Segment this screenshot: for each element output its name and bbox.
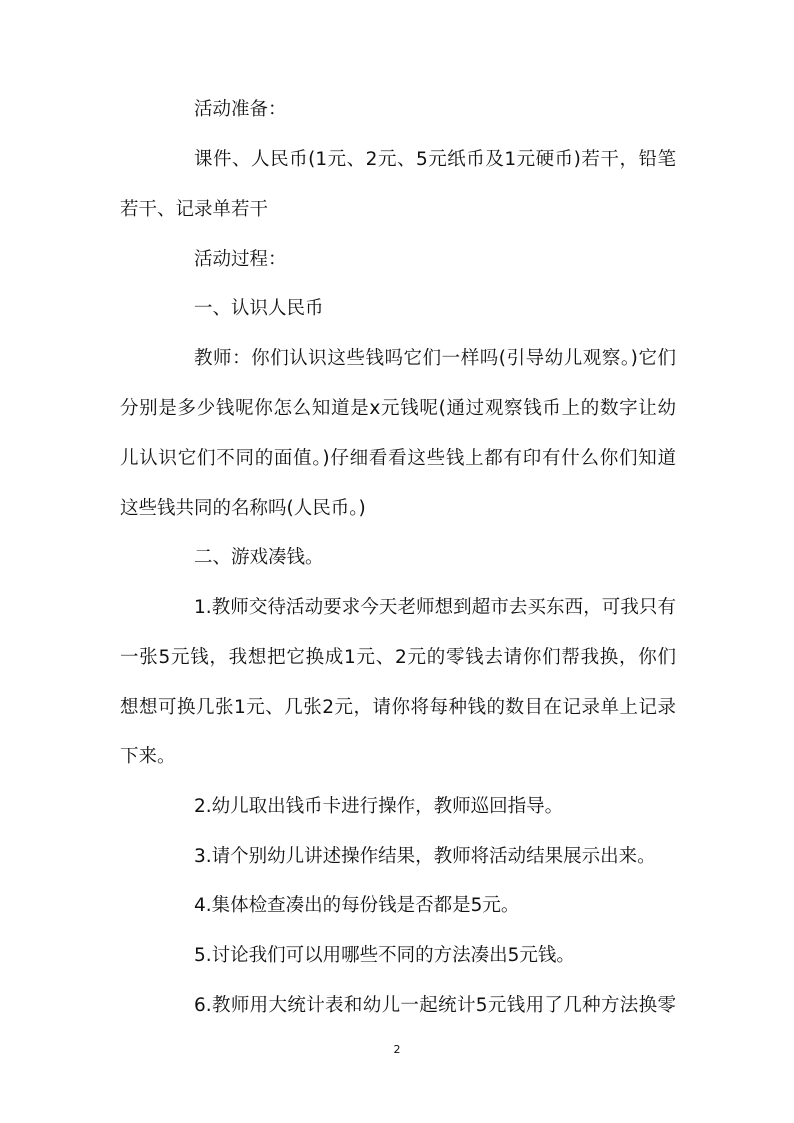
list-item-5: 5.讨论我们可以用哪些不同的方法凑出5元钱。: [194, 945, 575, 966]
paragraph-line: 分别是多少钱呢你怎么知道是x元钱呢(通过观察钱币上的数字让幼: [120, 398, 676, 419]
list-item-6: 6.教师用大统计表和幼儿一起统计5元钱用了几种方法换零: [194, 995, 676, 1016]
paragraph-line: 若干、记录单若干: [120, 199, 269, 220]
paragraph-line: 课件、人民币(1元、2元、5元纸币及1元硬币)若干，铅笔: [194, 149, 676, 170]
paragraph-line: 儿认识它们不同的面值。)仔细看看这些钱上都有印有什么你们知道: [120, 448, 676, 469]
paragraph-line: 想想可换几张1元、几张2元，请你将每种钱的数目在记录单上记录: [120, 697, 676, 718]
paragraph-line: 这些钱共同的名称吗(人民币。): [120, 498, 366, 519]
paragraph-line: 下来。: [120, 746, 176, 767]
section-heading-money-game: 二、游戏凑钱。: [194, 547, 324, 568]
paragraph-line: 一张5元钱，我想把它换成1元、2元的零钱去请你们帮我换，你们: [120, 647, 676, 668]
section-heading-recognize-rmb: 一、认识人民币: [194, 298, 324, 319]
list-item-2: 2.幼儿取出钱币卡进行操作，教师巡回指导。: [194, 796, 564, 817]
heading-activity-preparation: 活动准备：: [194, 99, 287, 120]
list-item-3: 3.请个别幼儿讲述操作结果，教师将活动结果展示出来。: [194, 846, 656, 867]
page-number: 2: [393, 1043, 401, 1056]
paragraph-line: 教师：你们认识这些钱吗它们一样吗(引导幼儿观察。)它们: [194, 348, 676, 369]
heading-activity-process: 活动过程：: [194, 249, 287, 270]
list-item-1: 1.教师交待活动要求今天老师想到超市去买东西，可我只有: [194, 597, 676, 618]
list-item-4: 4.集体检查凑出的每份钱是否都是5元。: [194, 895, 520, 916]
